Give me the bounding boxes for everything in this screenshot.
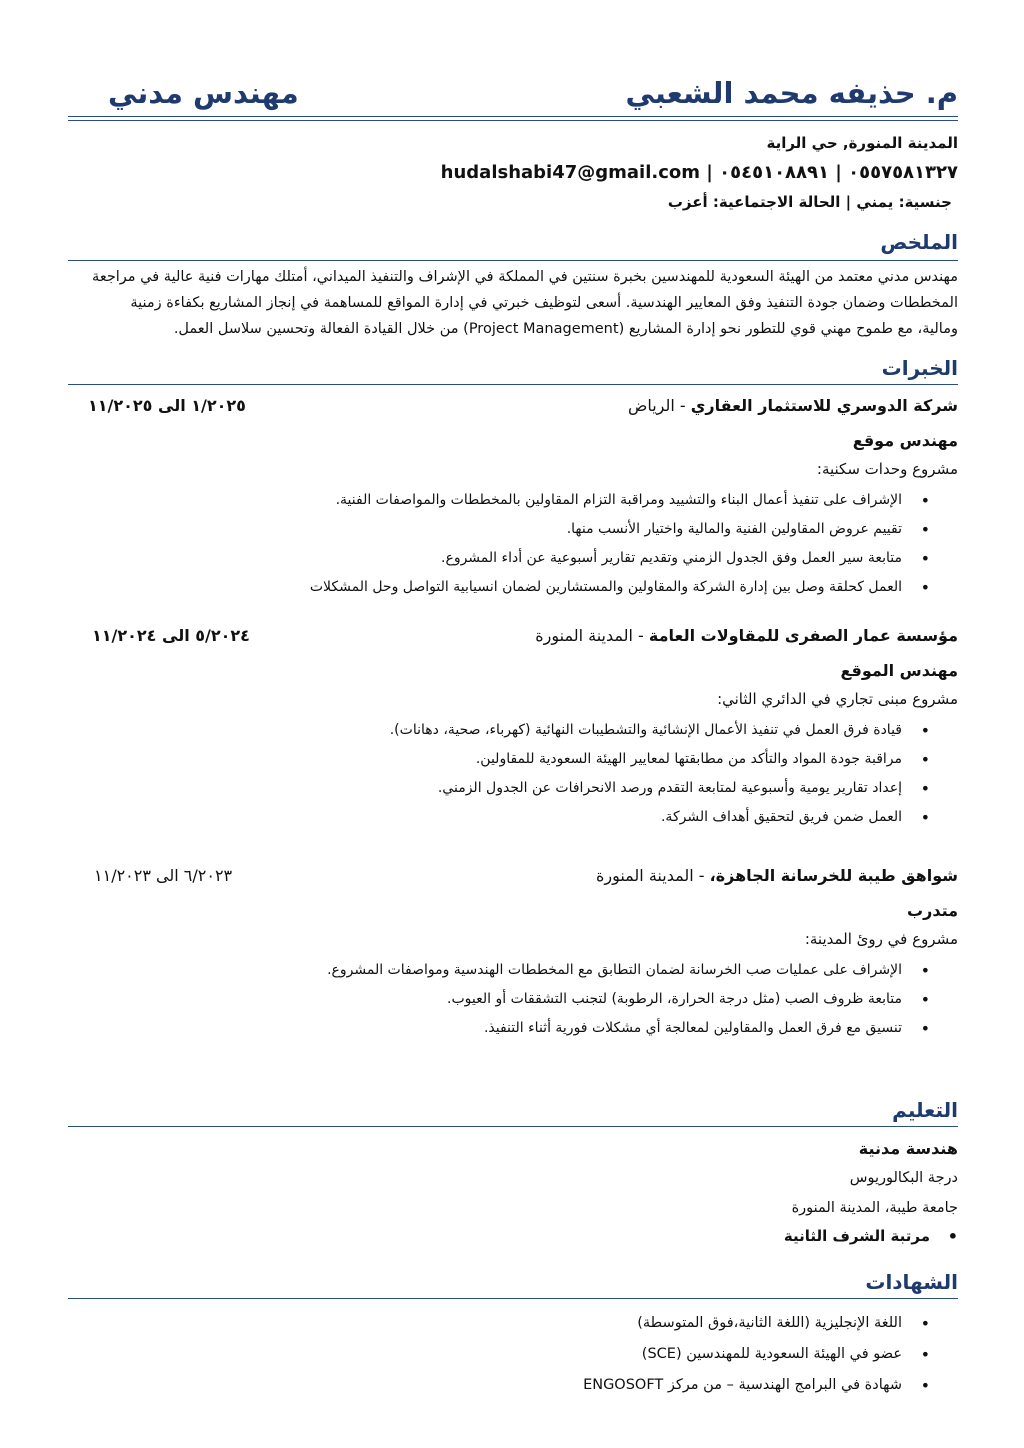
education-level: درجة البكالوريوس [849,1170,958,1186]
company-name: مؤسسة عمار الصفرى للمقاولات العامة [648,626,958,645]
job-duties [68,716,930,832]
job-role: متدرب [907,901,958,920]
list-item: • العمل ضمن فريق لتحقيق أهداف الشركة. [68,803,930,832]
summary-divider [68,260,958,261]
education-honors-list [784,1222,958,1251]
education-entry [784,1136,958,1251]
job-entry [68,866,958,1043]
job-dates: ١/٢٠٢٥ الى ١١/٢٠٢٥ [88,396,246,415]
job-role: مهندس الموقع [840,661,958,680]
education-title: التعليم [892,1098,958,1122]
summary-text: مهندس مدني معتمد من الهيئة السعودية للمهندسين بخبرة سنتين في المملكة في الإشراف والتنفيذ الميداني، أمتلك مهارات فنية عالية في مراجعة المخططات وضمان جودة التنفيذ وفق المعايير الهندسية. أسعى لتوظيف خبرتي في إدارة المواقع للمساهمة في إنجاز المشاريع بكفاءة زمنية ومالية، مع طموح مهني قوي للتطور نحو إدارة المشاريع (Project Management) من خلال القيادة الفعالة وتحسين سلاسل العمل. [92,269,958,337]
job-title: مهندس مدني [108,76,299,110]
job-duties [68,486,930,602]
experience-divider [68,384,958,385]
company-name: شواهق طيبة للخرسانة الجاهزة، [709,866,958,885]
contact-info [68,132,958,214]
list-item: • اللغة الإنجليزية (اللغة الثانية،فوق المتوسطة) [583,1308,930,1339]
education-divider [68,1126,958,1127]
contact-nationality: جنسية: يمني | الحالة الاجتماعية: أعزب [667,193,952,211]
education-honors: • مرتبة الشرف الثانية [784,1222,958,1251]
job-project: مشروع مبنى تجاري في الدائري الثاني: [717,690,958,708]
list-item: • تقييم عروض المقاولين الفنية والمالية واختيار الأنسب منها. [68,515,930,544]
list-item: • الإشراف على تنفيذ أعمال البناء والتشييد ومراقبة التزام المقاولين بالمخططات والمواصفات الفنية. [68,486,930,515]
resume-header [68,76,958,120]
experience-title: الخبرات [881,356,958,380]
list-item: • مراقبة جودة المواد والتأكد من مطابقتها لمعايير الهيئة السعودية للمقاولين. [68,745,930,774]
company-location: - المدينة المنورة [595,866,710,885]
summary-title: الملخص [880,230,958,254]
job-role: مهندس موقع [852,431,958,450]
list-item: • متابعة سير العمل وفق الجدول الزمني وتقديم تقارير أسبوعية عن أداء المشروع. [68,544,930,573]
company-location: - المدينة المنورة [535,626,649,645]
company-name: شركة الدوسري للاستثمار العقاري [690,396,958,415]
job-company [596,866,958,885]
job-entry [68,626,958,832]
list-item: • الإشراف على عمليات صب الخرسانة لضمان التطابق مع المخططات الهندسية ومواصفات المشروع. [68,956,930,985]
list-item: • تنسيق مع فرق العمل والمقاولين لمعالجة أي مشكلات فورية أثناء التنفيذ. [68,1014,930,1043]
company-location: - الرياض [627,396,691,415]
certificates-divider [68,1298,958,1299]
job-duties [68,956,930,1043]
certificates-list [583,1308,958,1401]
job-company [628,396,958,415]
header-divider [68,116,958,121]
education-university: جامعة طيبة، المدينة المنورة [791,1200,958,1216]
contact-phones-email[interactable]: hudalshabi47@gmail.com | ٠٥٥٧٥٨١٣٢٧ | ٠٥٤٥١٠٨٨٩١ [440,162,958,183]
job-entry [68,396,958,602]
certificates-title: الشهادات [865,1270,958,1294]
candidate-name: م. حذيفه محمد الشعبي [625,76,958,110]
job-dates: ٦/٢٠٢٣ الى ١١/٢٠٢٣ [94,866,233,885]
job-project: مشروع وحدات سكنية: [816,460,958,478]
list-item: • متابعة ظروف الصب (مثل درجة الحرارة، الرطوبة) لتجنب التشققات أو العيوب. [68,985,930,1014]
certificate-items [583,1308,930,1401]
job-dates: ٥/٢٠٢٤ الى ١١/٢٠٢٤ [92,626,250,645]
list-item: • إعداد تقارير يومية وأسبوعية لمتابعة التقدم ورصد الانحرافات عن الجدول الزمني. [68,774,930,803]
job-company [535,626,958,645]
list-item: • شهادة في البرامج الهندسية – من مركز ENGOSOFT [583,1370,930,1401]
contact-location: المدينة المنورة, حي الراية [766,134,958,152]
list-item: • قيادة فرق العمل في تنفيذ الأعمال الإنشائية والتشطيبات النهائية (كهرباء، صحية، دهانات). [68,716,930,745]
job-project: مشروع في روئ المدينة: [804,930,958,948]
education-degree: هندسة مدنية [858,1139,958,1158]
list-item: • العمل كحلقة وصل بين إدارة الشركة والمقاولين والمستشارين لضمان انسيابية التواصل وحل المشكلات [68,573,930,602]
list-item: • عضو في الهيئة السعودية للمهندسين (SCE) [583,1339,930,1370]
